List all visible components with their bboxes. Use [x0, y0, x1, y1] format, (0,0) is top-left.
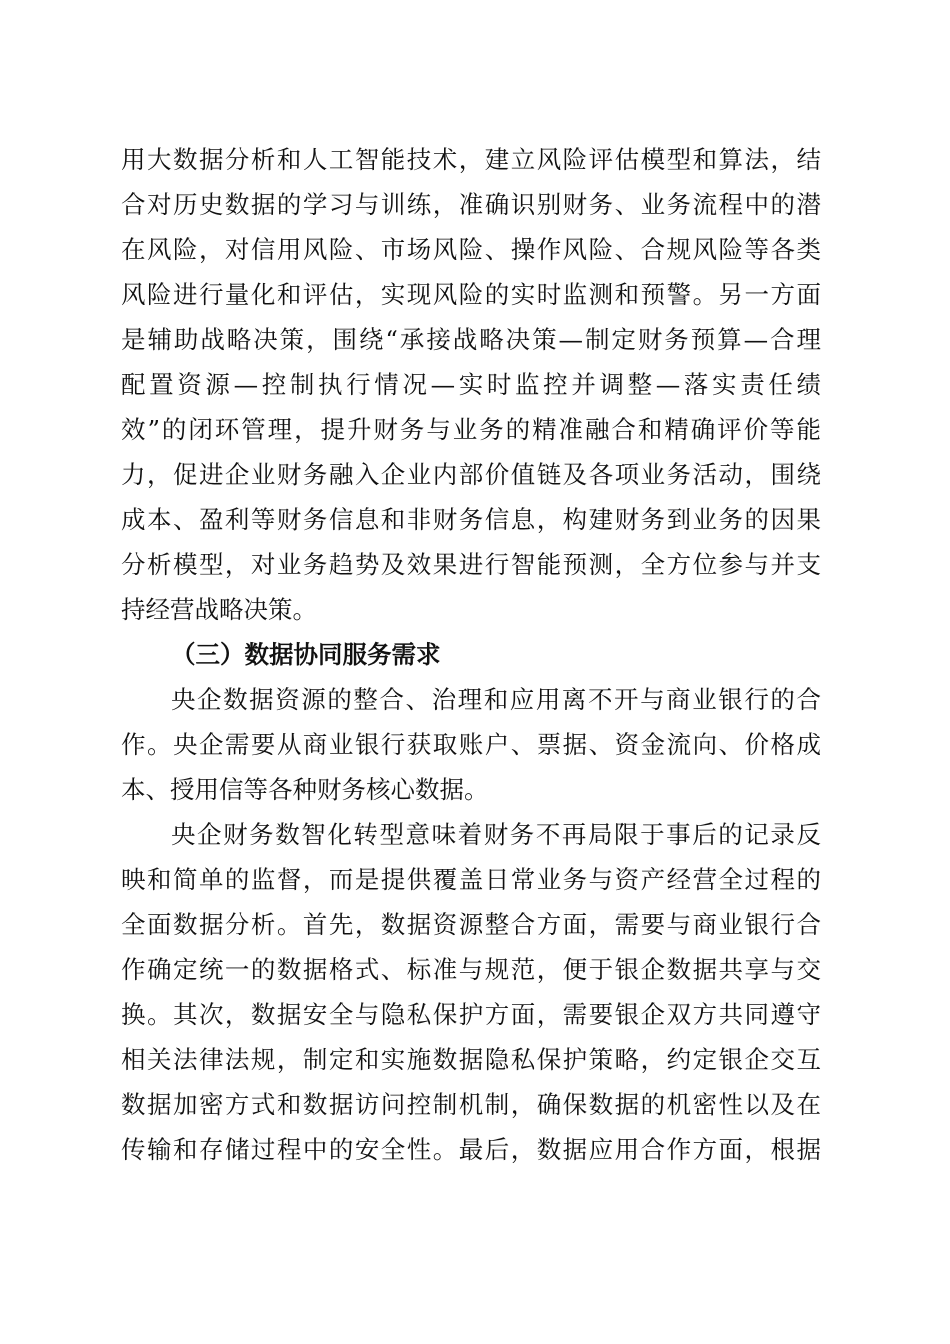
- paragraph-line: 在风险，对信用风险、市场风险、操作风险、合规风险等各类: [121, 235, 821, 264]
- paragraph-line: 分析模型，对业务趋势及效果进行智能预测，全方位参与并支: [121, 550, 821, 579]
- paragraph-line: 作确定统一的数据格式、标准与规范，便于银企数据共享与交: [121, 955, 821, 984]
- section-heading: （三）数据协同服务需求: [171, 640, 441, 669]
- paragraph-line: 换。其次，数据安全与隐私保护方面，需要银企双方共同遵守: [121, 1000, 821, 1029]
- paragraph-line: 全面数据分析。首先，数据资源整合方面，需要与商业银行合: [121, 910, 821, 939]
- paragraph-line: 用大数据分析和人工智能技术，建立风险评估模型和算法，结: [121, 145, 821, 174]
- paragraph-line: 效”的闭环管理，提升财务与业务的精准融合和精确评价等能: [121, 415, 821, 444]
- paragraph-line: 本、授用信等各种财务核心数据。: [121, 775, 489, 804]
- paragraph-line: 成本、盈利等财务信息和非财务信息，构建财务到业务的因果: [121, 505, 821, 534]
- paragraph-line: 传输和存储过程中的安全性。最后，数据应用合作方面，根据: [121, 1135, 821, 1164]
- paragraph-line: 合对历史数据的学习与训练，准确识别财务、业务流程中的潜: [121, 190, 821, 219]
- paragraph-line: 作。央企需要从商业银行获取账户、票据、资金流向、价格成: [121, 730, 821, 759]
- paragraph-line: 央企财务数智化转型意味着财务不再局限于事后的记录反: [171, 820, 821, 849]
- paragraph-line: 央企数据资源的整合、治理和应用离不开与商业银行的合: [171, 685, 821, 714]
- paragraph-line: 相关法律法规，制定和实施数据隐私保护策略，约定银企交互: [121, 1045, 821, 1074]
- paragraph-line: 持经营战略决策。: [121, 595, 317, 624]
- paragraph-line: 风险进行量化和评估，实现风险的实时监测和预警。另一方面: [121, 280, 821, 309]
- paragraph-line: 是辅助战略决策，围绕“承接战略决策—制定财务预算—合理: [121, 325, 821, 354]
- paragraph-line: 数据加密方式和数据访问控制机制，确保数据的机密性以及在: [121, 1090, 821, 1119]
- paragraph-line: 力，促进企业财务融入企业内部价值链及各项业务活动，围绕: [121, 460, 821, 489]
- paragraph-line: 映和简单的监督，而是提供覆盖日常业务与资产经营全过程的: [121, 865, 821, 894]
- paragraph-line: 配置资源—控制执行情况—实时监控并调整—落实责任绩: [121, 370, 821, 399]
